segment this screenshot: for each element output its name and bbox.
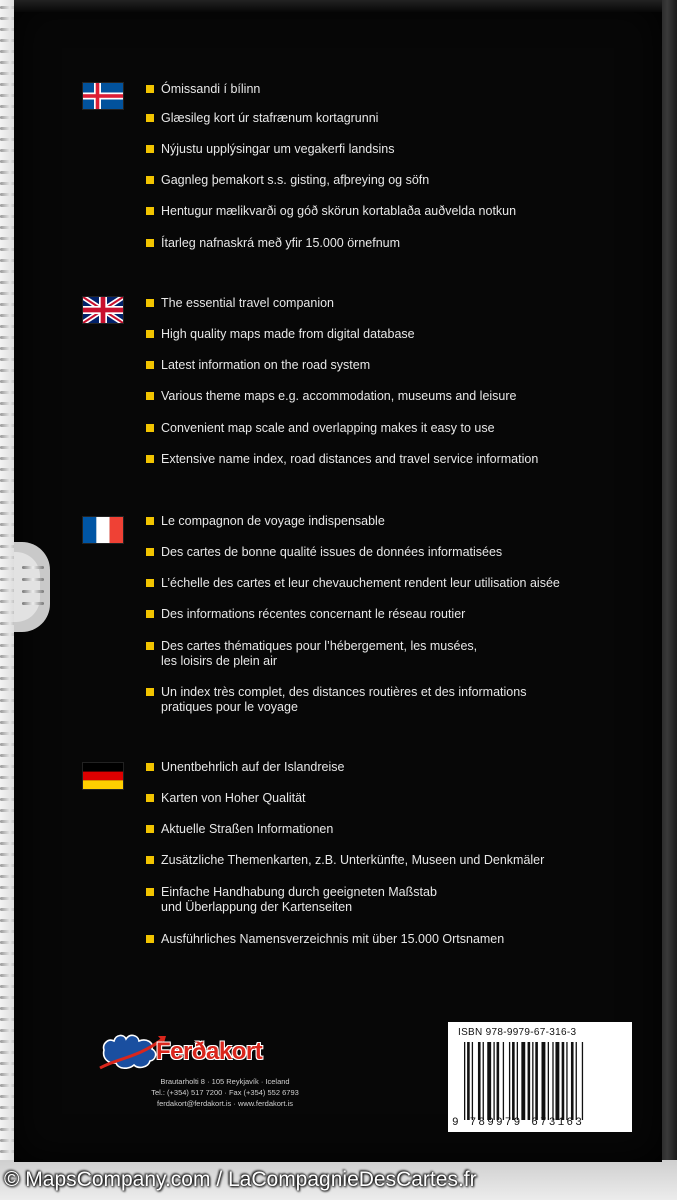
publisher-address bbox=[145, 1076, 305, 1109]
bullet-icon bbox=[146, 548, 154, 556]
bullet-icon bbox=[146, 361, 154, 369]
iceland-flag-icon bbox=[82, 82, 124, 110]
list-item: L’échelle des cartes et leur chevauchement rendent leur utilisation aisée bbox=[146, 576, 656, 591]
list-item: Ausführliches Namensverzeichnis mit über 15.000 Ortsnamen bbox=[146, 932, 656, 947]
isbn-label: ISBN 978-9979-67-316-3 bbox=[458, 1027, 577, 1038]
list-item: Aktuelle Straßen Informationen bbox=[146, 822, 656, 837]
list-item: Un index très complet, des distances routières et des informations pratiques pour le voyage bbox=[146, 685, 656, 715]
barcode-bar bbox=[517, 1042, 518, 1120]
bullet-icon bbox=[146, 825, 154, 833]
list-item: Latest information on the road system bbox=[146, 358, 656, 373]
bullet-icon bbox=[146, 176, 154, 184]
list-item: Ómissandi í bílinn bbox=[146, 82, 656, 97]
publisher-logo bbox=[98, 1028, 298, 1076]
barcode-bar bbox=[478, 1042, 481, 1120]
barcode-bar bbox=[535, 1042, 538, 1120]
watermark-text: © MapsCompany.com / LaCompagnieDesCartes.fr bbox=[4, 1168, 477, 1191]
barcode-bar bbox=[509, 1042, 510, 1120]
list-item: Nýjustu upplýsingar um vegakerfi landsins bbox=[146, 142, 656, 157]
bullet-icon bbox=[146, 330, 154, 338]
ean-number: 9 789979 673163 bbox=[452, 1117, 585, 1129]
barcode-bar bbox=[497, 1042, 500, 1120]
barcode-bar bbox=[576, 1042, 577, 1120]
barcode-bar bbox=[493, 1042, 494, 1120]
list-item: Des informations récentes concernant le réseau routier bbox=[146, 607, 656, 622]
barcode-bar bbox=[562, 1042, 565, 1120]
barcode-bar bbox=[532, 1042, 533, 1120]
bullet-icon bbox=[146, 888, 154, 896]
barcode-bar bbox=[582, 1042, 583, 1120]
barcode-bar bbox=[464, 1042, 465, 1120]
barcode-bar bbox=[472, 1042, 473, 1120]
list-item: Karten von Hoher Qualität bbox=[146, 791, 656, 806]
address-line: Brautarholti 8 · 105 Reykjavík · Iceland bbox=[160, 1077, 290, 1086]
bullet-icon bbox=[146, 610, 154, 618]
barcode-bar bbox=[467, 1042, 470, 1120]
barcode-bar bbox=[528, 1042, 531, 1120]
cover-top-edge bbox=[14, 0, 662, 12]
barcode-bar bbox=[512, 1042, 515, 1120]
list-item: Gagnleg þemakort s.s. gisting, afþreying og söfn bbox=[146, 173, 656, 188]
list-item: Glæsileg kort úr stafrænum kortagrunni bbox=[146, 111, 656, 126]
publisher-name: Ferðakort bbox=[156, 1038, 263, 1065]
bullet-icon bbox=[146, 455, 154, 463]
barcode-bar bbox=[542, 1042, 546, 1120]
barcode-bar bbox=[552, 1042, 553, 1120]
binder-ring bbox=[22, 566, 44, 569]
barcode-bar bbox=[548, 1042, 549, 1120]
bullet-icon bbox=[146, 424, 154, 432]
bullet-icon bbox=[146, 207, 154, 215]
list-item: Ítarleg nafnaskrá með yfir 15.000 örnefnum bbox=[146, 236, 656, 251]
list-item: Various theme maps e.g. accommodation, museums and leisure bbox=[146, 389, 656, 404]
bullet-icon bbox=[146, 145, 154, 153]
germany-flag-icon bbox=[82, 762, 124, 790]
binder-ring bbox=[22, 590, 44, 593]
list-item: Hentugur mælikvarði og góð skörun kortablaða auðvelda notkun bbox=[146, 204, 656, 219]
bullet-icon bbox=[146, 642, 154, 650]
france-flag-icon bbox=[82, 516, 124, 544]
list-item: Einfache Handhabung durch geeigneten Maßstab und Überlappung der Kartenseiten bbox=[146, 885, 656, 915]
barcode-bar bbox=[487, 1042, 491, 1120]
bullet-icon bbox=[146, 85, 154, 93]
list-item: Des cartes de bonne qualité issues de données informatisées bbox=[146, 545, 656, 560]
bullet-icon bbox=[146, 114, 154, 122]
bullet-icon bbox=[146, 239, 154, 247]
barcode-bar bbox=[566, 1042, 567, 1120]
bullet-icon bbox=[146, 299, 154, 307]
bullet-icon bbox=[146, 392, 154, 400]
phone-line: Tel.: (+354) 517 7200 · Fax (+354) 552 6793 bbox=[151, 1088, 299, 1097]
list-item: Zusätzliche Themenkarten, z.B. Unterkünfte, Museen und Denkmäler bbox=[146, 853, 656, 868]
list-item: The essential travel companion bbox=[146, 296, 656, 311]
bullet-icon bbox=[146, 579, 154, 587]
barcode-bar bbox=[571, 1042, 574, 1120]
cover-right-edge bbox=[661, 0, 677, 1200]
barcode-bar bbox=[483, 1042, 484, 1120]
bullet-icon bbox=[146, 688, 154, 696]
barcode-bar bbox=[521, 1042, 525, 1120]
list-item: Extensive name index, road distances and travel service information bbox=[146, 452, 656, 467]
list-item: Unentbehrlich auf der Islandreise bbox=[146, 760, 656, 775]
uk-flag-icon bbox=[82, 296, 124, 324]
binder-ring bbox=[22, 578, 44, 581]
bullet-icon bbox=[146, 763, 154, 771]
web-line: ferdakort@ferdakort.is · www.ferdakort.is bbox=[157, 1099, 293, 1108]
barcode-bars bbox=[464, 1042, 624, 1120]
bullet-icon bbox=[146, 517, 154, 525]
isbn-barcode bbox=[448, 1022, 632, 1132]
list-item: Le compagnon de voyage indispensable bbox=[146, 514, 656, 529]
barcode-bar bbox=[555, 1042, 559, 1120]
bullet-icon bbox=[146, 935, 154, 943]
bullet-icon bbox=[146, 856, 154, 864]
bullet-icon bbox=[146, 794, 154, 802]
list-item: Des cartes thématiques pour l’hébergement, les musées, les loisirs de plein air bbox=[146, 639, 656, 669]
barcode-bar bbox=[503, 1042, 504, 1120]
list-item: High quality maps made from digital database bbox=[146, 327, 656, 342]
list-item: Convenient map scale and overlapping makes it easy to use bbox=[146, 421, 656, 436]
binder-ring bbox=[22, 602, 44, 605]
